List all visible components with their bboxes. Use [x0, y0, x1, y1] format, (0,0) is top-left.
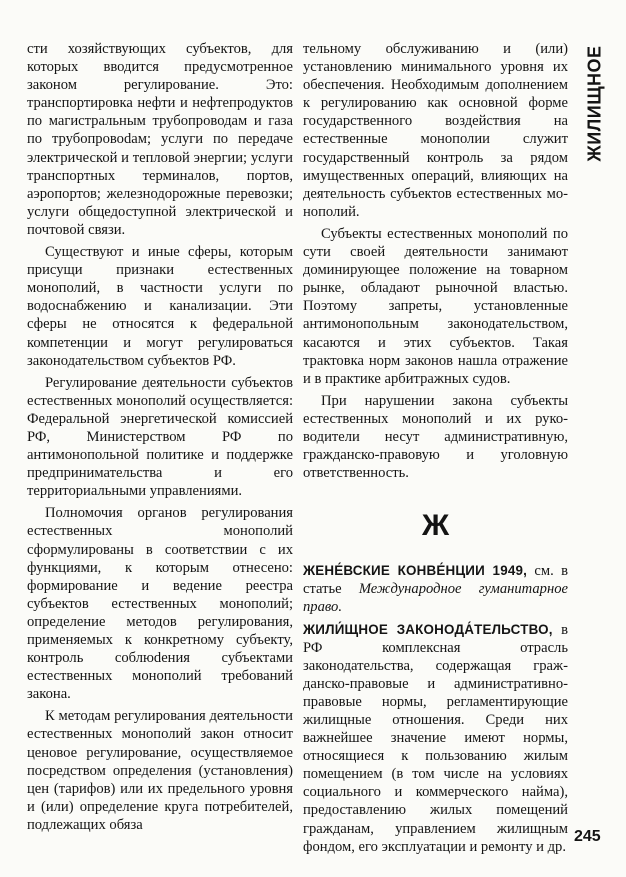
paragraph: Существуют и иные сферы, которым присущи признаки естественных монополий, в частности услуги по водоснабжению и канализации. Эти сферы не относятся к федеральной компетенции и могут регулироваться законодательством субъектов РФ. [27, 244, 293, 369]
paragraph: тельному обслуживанию и (или) установлению минимального уровня их обеспечения. Необходимым дополнением к регулированию как основной форме государственного воздействия на естественные монополии служит государственный контроль за рядом имущественных операций, влияющих на деятельность субъектов естественных монополий. [303, 41, 568, 220]
page-number: 245 [574, 828, 601, 845]
left-column [27, 40, 293, 834]
entry-headword: ЖИЛИ́ЩНОЕ ЗАКОНОДА́ТЕЛЬСТВО, [303, 621, 553, 637]
running-header [580, 40, 610, 166]
paragraph: сти хозяйствующих субъектов, для которых вводится предусмотренное законом регулирование. Это: транспортировка нефти и нефтепродуктов по магистральным трубопроводам и газа по трубопровоdам; услуги по передаче электрической и тепловой энергии; услуги транспортных терминалов, портов, аэропортов; железнодорожные перевозки; услуги общедоступной электрической и почтовой связи. [27, 41, 293, 238]
cross-reference-link[interactable]: Международное гуманитарное право. [303, 581, 568, 616]
entry-headword: ЖЕНЕ́ВСКИЕ КОНВЕ́НЦИИ 1949, [303, 563, 528, 579]
paragraph: Полномочия органов регулирования естественных монополий сформулированы в соответствии с их функциями, к которым отнесено: формирование и ведение реестра субъектов естественных монополий; определение методов регулирования, применяемых к конкретному субъекту, контроль соблюdения субъектами естественных монополий требований закона. [27, 505, 293, 703]
dictionary-entry [303, 562, 568, 616]
paragraph: К методам регулирования деятельности естественных монополий закон относит ценовое регулирование, осуществляемое посредством определения (установления) цен (тарифов) или их предельного уровня и (или) определение круга потребителей, подлежащих обяза [27, 708, 293, 833]
running-header-text: ЖИЛИЩНОЕ [584, 44, 605, 162]
entry-text: в РФ комплексная отрасль законодательства, содержащая гражданско-правовые и административно-правовые нормы, регламентирующие жилищные отношения. Среди них важнейшее значение имеют нормы, относящиеся к пользованию жилым помещением (в том числе на условиях социального и коммерческого найма), предоставлению жилых помещений гражданам, управлением жилищным фондом, его эксплуатации и ремонту и др. [303, 621, 568, 855]
dictionary-entry [303, 621, 568, 856]
paragraph: При нарушении закона субъекты естественных монополий и их руководители несут административную, гражданско-правовую и уголовную ответственность. [303, 392, 568, 482]
section-letter: Ж [421, 509, 450, 543]
paragraph: Субъекты естественных монополий по сути своей деятельности занимают доминирующее положение на товарном рынке, обладают рыночной властью. Поэтому запреты, установленные антимонопольным законодательством, касаются и этих субъектов. Такая трактовка норм законов нашла отражение и в практике арбитражных судов. [303, 225, 568, 387]
right-column [303, 40, 568, 856]
entry-text: см. в статье [303, 563, 568, 598]
paragraph: Регулирование деятельности субъектов естественных монополий осуществляется: Федеральной энергетической комиссией РФ, Министерством РФ по антимонопольной политике и поддержке предпринимательства и его территориальными управлениями. [27, 374, 293, 500]
